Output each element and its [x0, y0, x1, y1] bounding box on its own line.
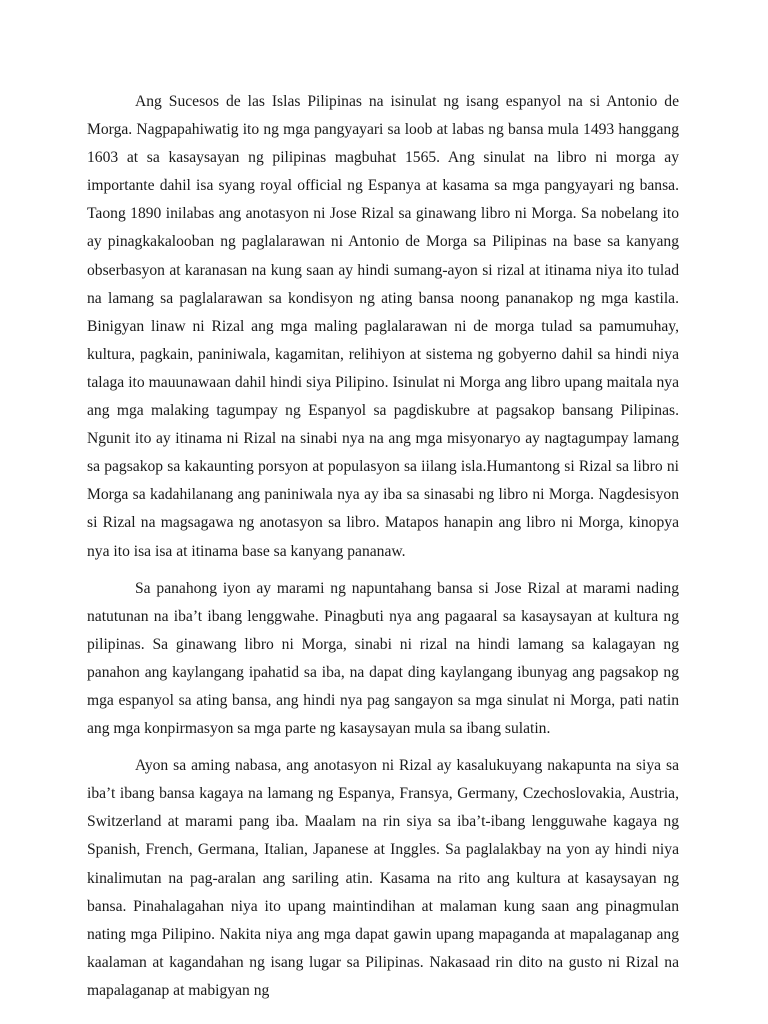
paragraph-3: Ayon sa aming nabasa, ang anotasyon ni Rizal ay kasalukuyang nakapunta na siya sa iba’t ibang bansa kagaya na lamang ng Espanya, Fransya, Germany, Czechoslovakia, Austria, Switzerland at marami pang iba. Maalam na rin siya sa iba’t-ibang lengguwahe kagaya ng Spanish, French, Germana, Italian, Japanese at Inggles. Sa paglalakbay na yon ay hindi niya kinalimutan na pag-aralan ang sariling atin. Kasama na rito ang kultura at kasaysayan ng bansa. Pinahalagahan niya ito upang maintindihan at malaman kung saan ang pinagmulan nating mga Pilipino. Nakita niya ang mga dapat gawin upang mapaganda at mapalaganap ang kaalaman at kagandahan ng isang lugar sa Pilipinas. Nakasaad rin dito na gusto ni Rizal na mapalaganap at mabigyan ng — [87, 757, 679, 999]
paragraph-1: Ang Sucesos de las Islas Pilipinas na isinulat ng isang espanyol na si Antonio de Morga. Nagpapahiwatig ito ng mga pangyayari sa loob at labas ng bansa mula 1493 hanggang 1603 at sa kasaysayan ng pilipinas magbuhat 1565. Ang sinulat na libro ni morga ay importante dahil isa syang royal official ng Espanya at kasama sa mga pangyayari ng bansa. Taong 1890 inilabas ang anotasyon ni Jose Rizal sa ginawang libro ni Morga. Sa nobelang ito ay pinagkakalooban ng paglalarawan ni Antonio de Morga sa Pilipinas na base sa kanyang obserbasyon at karanasan na kung saan ay hindi sumang-ayon si rizal at itinama niya ito tulad na lamang sa paglalarawan sa kondisyon ng ating bansa noong pananakop ng mga kastila. Binigyan linaw ni Rizal ang mga maling paglalarawan ni de morga tulad sa pamumuhay, kultura, pagkain, paniniwala, kagamitan, relihiyon at sistema ng gobyerno dahil sa hindi niya talaga ito mauunawaan dahil hindi siya Pilipino. Isinulat ni Morga ang libro upang maitala nya ang mga malaking tagumpay ng Espanyol sa pagdiskubre at pagsakop bansang Pilipinas. Ngunit ito ay itinama ni Rizal na sinabi nya na ang mga misyonaryo ay nagtagumpay lamang sa pagsakop sa kakaunting porsyon at populasyon sa iilang isla.Humantong si Rizal sa libro ni Morga sa kadahilanang ang paniniwala nya ay iba sa sinasabi ng libro ni Morga. Nagdesisyon si Rizal na magsagawa ng anotasyon sa libro. Matapos hanapin ang libro ni Morga, kinopya nya ito isa isa at itinama base sa kanyang pananaw. — [87, 93, 679, 560]
document-body — [87, 88, 679, 1014]
paragraph-2: Sa panahong iyon ay marami ng napuntahang bansa si Jose Rizal at marami nading natutunan na iba’t ibang lenggwahe. Pinagbuti nya ang pagaaral sa kasaysayan at kultura ng pilipinas. Sa ginawang libro ni Morga, sinabi ni rizal na hindi lamang sa kalagayan ng panahon ang kaylangang ipahatid sa iba, na dapat ding kaylangang ibunyag ang pagsakop ng mga espanyol sa ating bansa, ang hindi nya pag sangayon sa mga sinulat ni Morga, pati natin ang mga konpirmasyon sa mga parte ng kasaysayan mula sa ibang sulatin. — [87, 579, 679, 738]
